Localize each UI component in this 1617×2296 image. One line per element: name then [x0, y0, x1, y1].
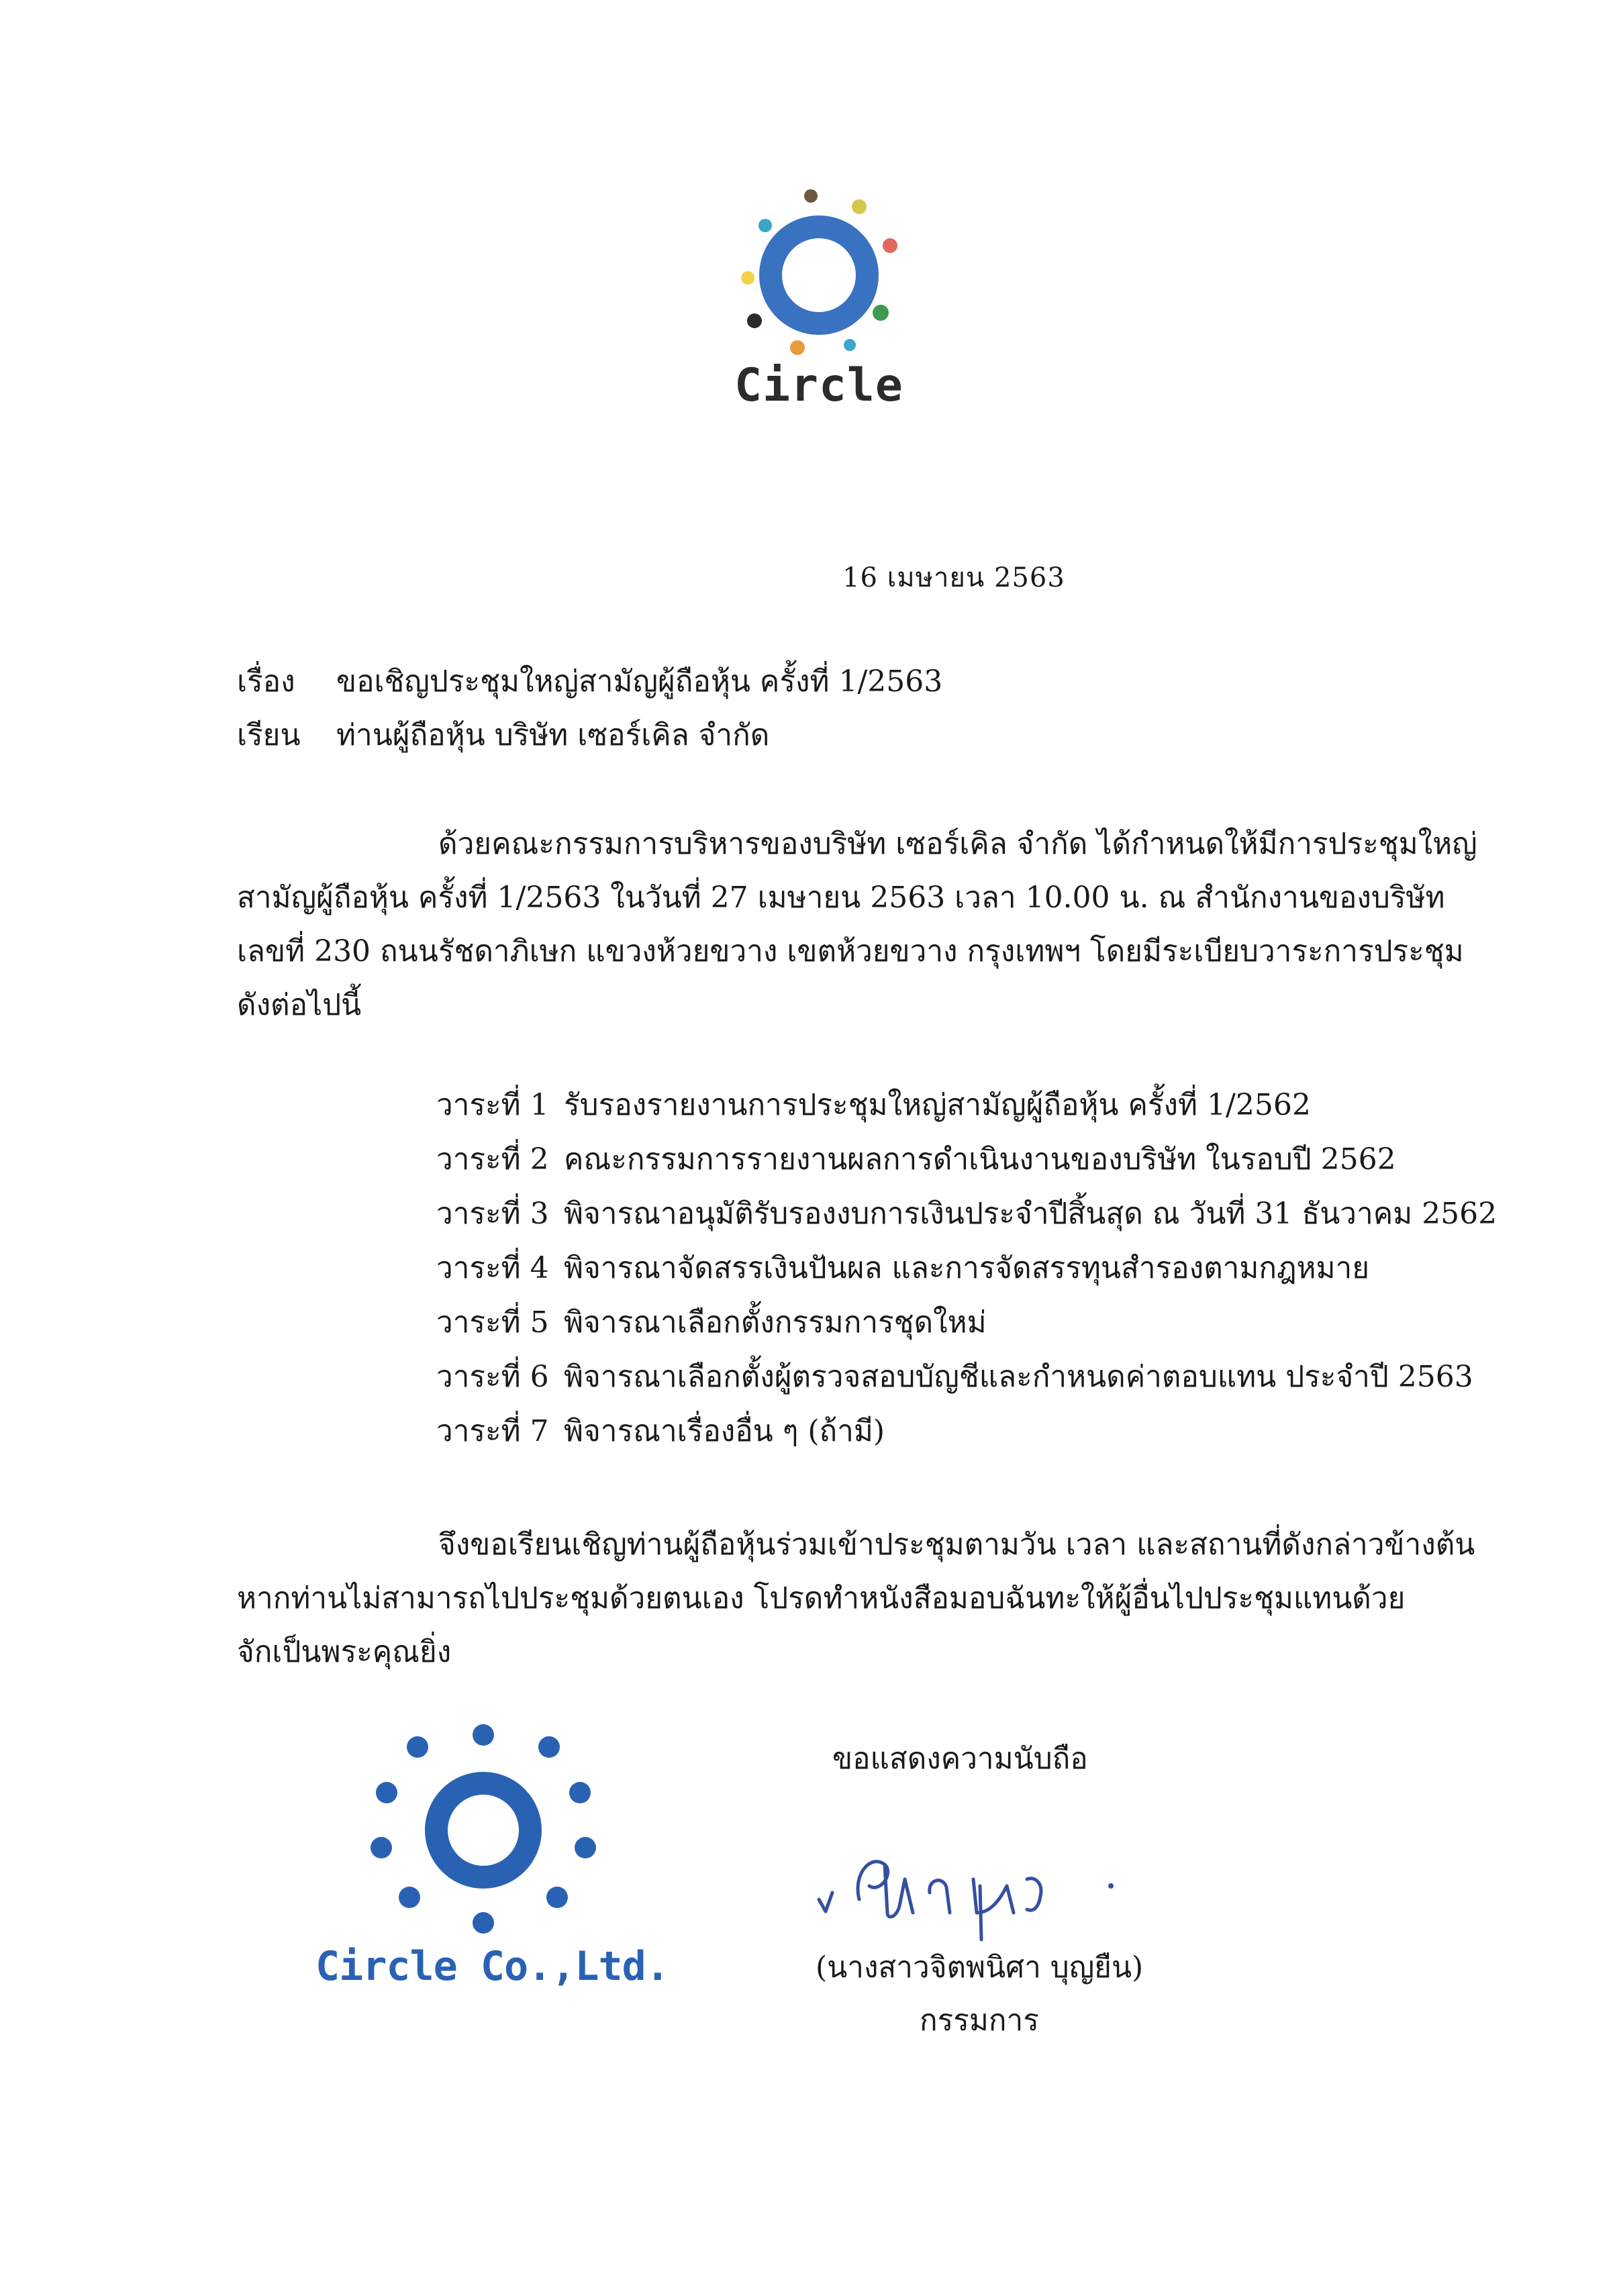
agenda-number: วาระที่ 6	[436, 1360, 549, 1394]
circle-logo-icon	[725, 181, 913, 356]
agenda-text: พิจารณาเลือกตั้งกรรมการชุดใหม่	[564, 1305, 987, 1340]
recipient-row	[237, 711, 769, 758]
logo-dot	[758, 219, 772, 232]
seal-icon	[315, 1715, 651, 1943]
logo-dot	[844, 339, 856, 351]
company-seal	[315, 1715, 669, 2010]
signer-title: กรรมการ	[920, 2003, 1039, 2038]
agenda-text: คณะกรรมการรายงานผลการดำเนินงานของบริษัท ในรอบปี 2562	[564, 1142, 1396, 1177]
signer-name: (นางสาวจิตพนิศา บุญยืน)	[816, 1950, 1144, 1985]
agenda-text: รับรองรายงานการประชุมใหญ่สามัญผู้ถือหุ้น ครั้งที่ 1/2562	[564, 1088, 1311, 1122]
agenda-item	[436, 1295, 1497, 1350]
agenda-item	[436, 1078, 1497, 1132]
agenda-text: พิจารณาเรื่องอื่น ๆ (ถ้ามี)	[564, 1414, 885, 1448]
logo-ring	[771, 227, 867, 323]
agenda-text: พิจารณาจัดสรรเงินปันผล และการจัดสรรทุนสำรองตามกฎหมาย	[564, 1251, 1370, 1285]
logo-dot	[873, 305, 889, 321]
paragraph-line: เลขที่ 230 ถนนรัชดาภิเษก แขวงห้วยขวาง เขตห้วยขวาง กรุงเทพฯ โดยมีระเบียบวาระการประชุม	[237, 934, 1464, 968]
agenda-item	[436, 1350, 1497, 1404]
subject-row	[237, 658, 942, 705]
agenda-number: วาระที่ 7	[436, 1414, 549, 1448]
logo-dot	[790, 340, 805, 355]
agenda-item	[436, 1187, 1497, 1241]
paragraph-line: หากท่านไม่สามารถไปประชุมด้วยตนเอง โปรดทำหนังสือมอบฉันทะให้ผู้อื่นไปประชุมแทนด้วย	[237, 1581, 1406, 1615]
intro-paragraph	[237, 817, 1477, 1032]
paragraph-line: ดังต่อไปนี้	[237, 988, 362, 1022]
logo-dot	[747, 313, 762, 328]
paragraph-line: ด้วยคณะกรรมการบริหารของบริษัท เซอร์เคิล จำกัด ได้กำหนดให้มีการประชุมใหญ่	[438, 827, 1477, 861]
agenda-list	[436, 1078, 1497, 1458]
seal-wordmark: Circle Co.,Ltd.	[315, 1943, 669, 1990]
agenda-number: วาระที่ 2	[436, 1142, 549, 1177]
invitation-paragraph	[237, 1518, 1475, 1679]
agenda-item	[436, 1404, 1497, 1458]
paragraph-line: จักเป็นพระคุณยิ่ง	[237, 1635, 452, 1669]
recipient-value: ท่านผู้ถือหุ้น บริษัท เซอร์เคิล จำกัด	[336, 718, 770, 752]
logo-dot	[804, 189, 818, 203]
closing-phrase: ขอแสดงความนับถือ	[832, 1742, 1088, 1776]
signature-icon	[812, 1812, 1161, 1946]
logo-dot	[741, 271, 754, 285]
agenda-number: วาระที่ 3	[436, 1197, 549, 1231]
subject-value: ขอเชิญประชุมใหญ่สามัญผู้ถือหุ้น ครั้งที่ 1/2563	[336, 664, 943, 699]
agenda-item	[436, 1241, 1497, 1295]
agenda-item	[436, 1132, 1497, 1187]
paragraph-line: จึงขอเรียนเชิญท่านผู้ถือหุ้นร่วมเข้าประชุมตามวัน เวลา และสถานที่ดังกล่าวข้างต้น	[438, 1528, 1475, 1562]
agenda-text: พิจารณาเลือกตั้งผู้ตรวจสอบบัญชีและกำหนดค่าตอบแทน ประจำปี 2563	[564, 1360, 1473, 1394]
logo-wordmark: Circle	[734, 359, 903, 412]
handwritten-signature	[812, 1812, 1161, 1946]
logo-dot	[883, 238, 897, 253]
recipient-label: เรียน	[237, 718, 301, 752]
paragraph-line: สามัญผู้ถือหุ้น ครั้งที่ 1/2563 ในวันที่ 27 เมษายน 2563 เวลา 10.00 น. ณ สำนักงานของบริษัท	[237, 881, 1445, 915]
header-logo	[725, 181, 913, 423]
agenda-number: วาระที่ 1	[436, 1088, 549, 1122]
agenda-number: วาระที่ 5	[436, 1305, 549, 1340]
subject-label: เรื่อง	[237, 664, 295, 699]
logo-dot	[852, 199, 867, 214]
letter-date: 16 เมษายน 2563	[842, 562, 1065, 593]
agenda-number: วาระที่ 4	[436, 1251, 549, 1285]
agenda-text: พิจารณาอนุมัติรับรองงบการเงินประจำปีสิ้นสุด ณ วันที่ 31 ธันวาคม 2562	[564, 1197, 1498, 1231]
